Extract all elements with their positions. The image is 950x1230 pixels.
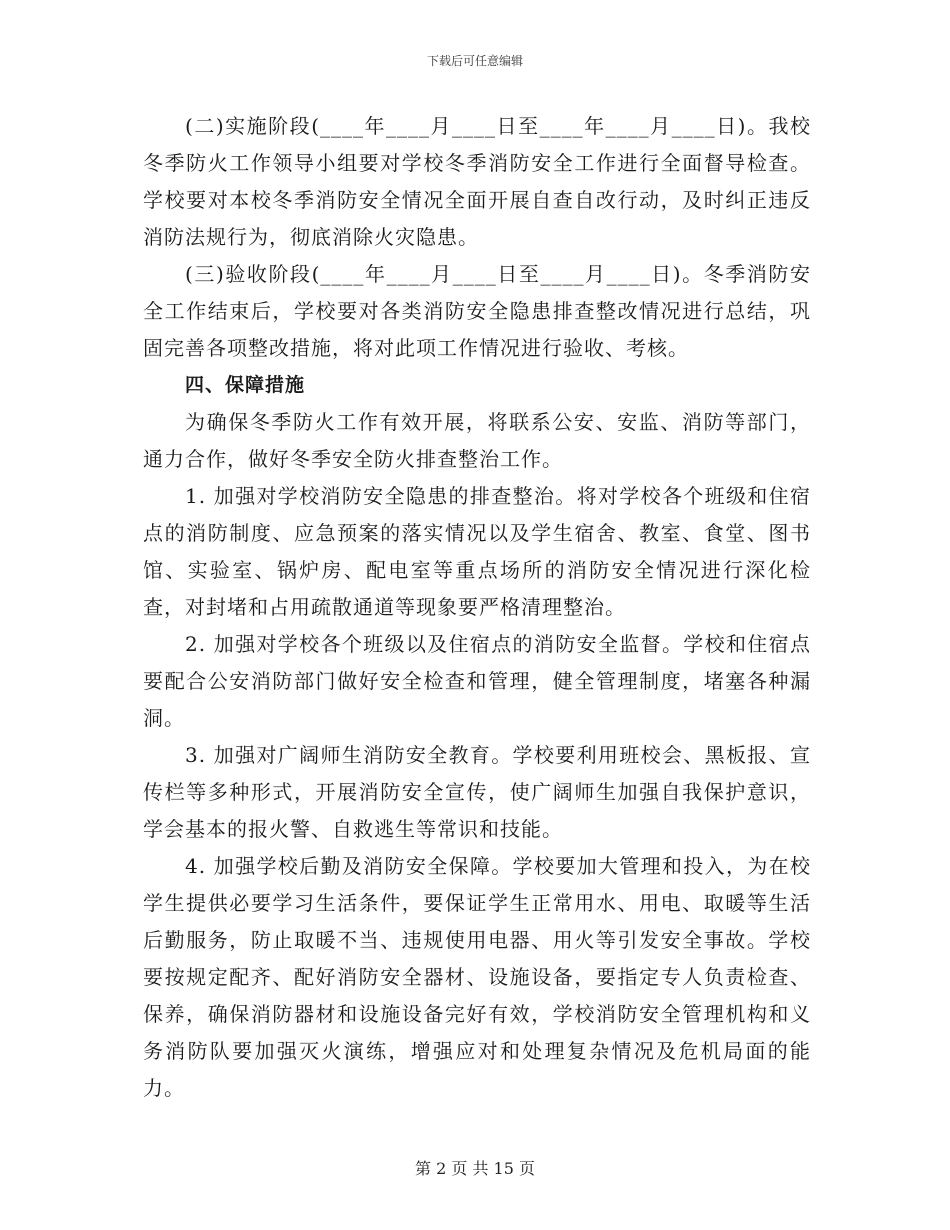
- paragraph-safeguards-intro: 为确保冬季防火工作有效开展，将联系公安、安监、消防等部门，通力合作，做好冬季安全防火排查整治工作。: [143, 410, 811, 471]
- document-body: [143, 108, 811, 1107]
- section-heading-safeguards: 四、保障措施: [185, 374, 306, 396]
- list-item-4: 4. 加强学校后勤及消防安全保障。学校要加大管理和投入，为在校学生提供必要学习生活条件，要保证学生正常用水、用电、取暖等生活后勤服务，防止取暖不当、违规使用电器、用火等引发安全事故。学校要按规定配齐、配好消防安全器材、设施设备，要指定专人负责检查、保养，确保消防器材和设施设备完好有效，学校消防安全管理机构和义务消防队要加强灭火演练，增强应对和处理复杂情况及危机局面的能力。: [143, 854, 811, 1100]
- list-item-3: 3. 加强对广阔师生消防安全教育。学校要利用班校会、黑板报、宣传栏等多种形式，开展消防安全宣传，使广阔师生加强自我保护意识，学会基本的报火警、自救逃生等常识和技能。: [143, 743, 811, 841]
- list-item-1: 1. 加强对学校消防安全隐患的排查整治。将对学校各个班级和住宿点的消防制度、应急预案的落实情况以及学生宿舍、教室、食堂、图书馆、实验室、锅炉房、配电室等重点场所的消防安全情况进行深化检查，对封堵和占用疏散通道等现象要严格清理整治。: [143, 484, 811, 619]
- paragraph-acceptance-phase: (三)验收阶段(____年____月____日至____月____日)。冬季消防安全工作结束后，学校要对各类消防安全隐患排查整改情况进行总结，巩固完善各项整改措施，将对此项工作情况进行验收、考核。: [143, 262, 811, 360]
- page-header-note: 下载后可任意编辑: [426, 54, 523, 68]
- page-number: 第 2 页 共 15 页: [415, 1159, 535, 1178]
- list-item-2: 2. 加强对学校各个班级以及住宿点的消防安全监督。学校和住宿点要配合公安消防部门做好安全检查和管理，健全管理制度，堵塞各种漏洞。: [143, 632, 811, 730]
- paragraph-implementation-phase: (二)实施阶段(____年____月____日至____年____月____日)。我校冬季防火工作领导小组要对学校冬季消防安全工作进行全面督导检查。学校要对本校冬季消防安全情况全面开展自查自改行动，及时纠正违反消防法规行为，彻底消除火灾隐患。: [143, 114, 811, 249]
